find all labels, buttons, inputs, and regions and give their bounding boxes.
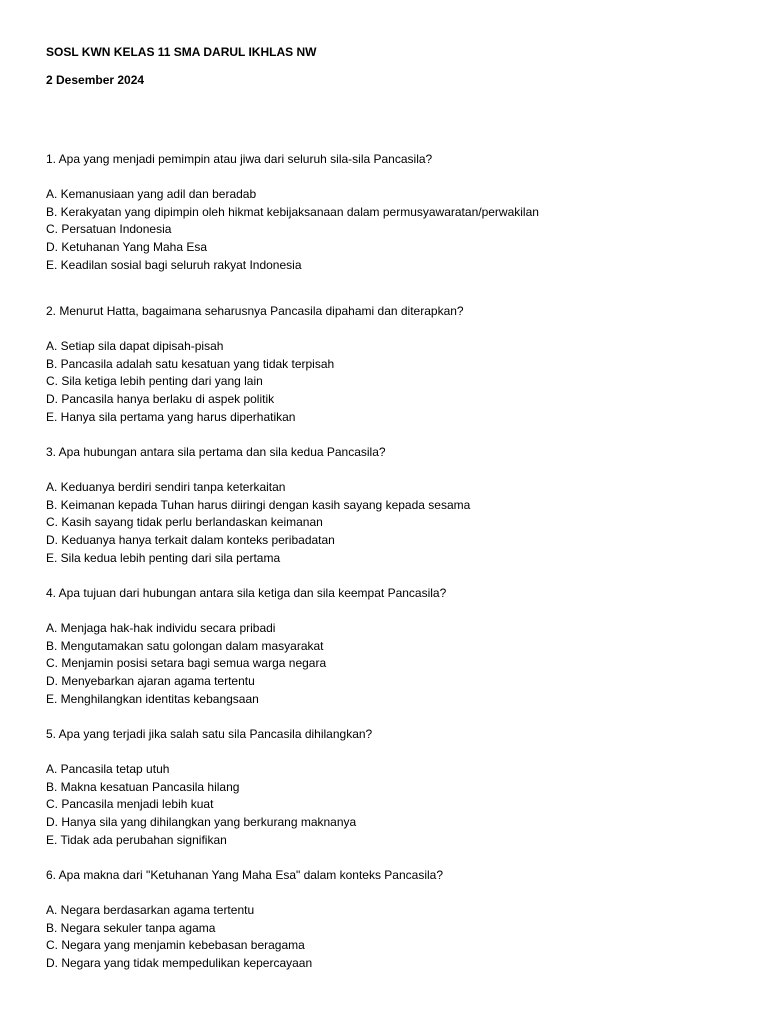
option-d: D. Ketuhanan Yang Maha Esa <box>46 239 208 254</box>
option-c: C. Persatuan Indonesia <box>46 222 172 237</box>
option-a: A. Menjaga hak-hak individu secara pribadi <box>46 621 276 636</box>
option-c: C. Menjamin posisi setara bagi semua warga negara <box>46 656 327 671</box>
option-list <box>46 186 539 274</box>
option-c: C. Negara yang menjamin kebebasan beragama <box>46 938 305 953</box>
option-a: A. Setiap sila dapat dipisah-pisah <box>46 339 224 354</box>
option-d: D. Keduanya hanya terkait dalam konteks peribadatan <box>46 532 335 547</box>
option-e: E. Menghilangkan identitas kebangsaan <box>46 691 259 706</box>
option-b: B. Pancasila adalah satu kesatuan yang tidak terpisah <box>46 356 335 371</box>
option-b: B. Kerakyatan yang dipimpin oleh hikmat kebijaksanaan dalam permusyawaratan/perwakilan <box>46 204 539 219</box>
option-a: A. Negara berdasarkan agama tertentu <box>46 903 255 918</box>
question-5 <box>46 726 372 849</box>
option-b: B. Keimanan kepada Tuhan harus diiringi dengan kasih sayang kepada sesama <box>46 497 471 512</box>
question-4 <box>46 585 446 708</box>
question-6 <box>46 867 443 973</box>
option-list <box>46 902 443 972</box>
question-text: 5. Apa yang terjadi jika salah satu sila Pancasila dihilangkan? <box>46 727 373 741</box>
option-c: C. Sila ketiga lebih penting dari yang lain <box>46 374 263 389</box>
option-d: D. Negara yang tidak mempedulikan kepercayaan <box>46 955 313 970</box>
option-e: E. Sila kedua lebih penting dari sila pertama <box>46 550 281 565</box>
option-a: A. Kemanusiaan yang adil dan beradab <box>46 187 257 202</box>
question-2 <box>46 303 464 426</box>
option-list <box>46 620 446 708</box>
document-title: SOSL KWN KELAS 11 SMA DARUL IKHLAS NW <box>46 45 317 59</box>
question-text: 1. Apa yang menjadi pemimpin atau jiwa dari seluruh sila-sila Pancasila? <box>46 152 433 166</box>
question-3 <box>46 444 470 567</box>
option-d: D. Menyebarkan ajaran agama tertentu <box>46 673 255 688</box>
document-date: 2 Desember 2024 <box>46 73 145 87</box>
option-e: E. Keadilan sosial bagi seluruh rakyat Indonesia <box>46 257 302 272</box>
option-d: D. Pancasila hanya berlaku di aspek politik <box>46 391 275 406</box>
question-text: 6. Apa makna dari "Ketuhanan Yang Maha Esa" dalam konteks Pancasila? <box>46 868 443 882</box>
option-b: B. Makna kesatuan Pancasila hilang <box>46 779 240 794</box>
option-b: B. Negara sekuler tanpa agama <box>46 920 216 935</box>
option-list <box>46 338 464 426</box>
question-text: 2. Menurut Hatta, bagaimana seharusnya Pancasila dipahami dan diterapkan? <box>46 304 464 318</box>
option-c: C. Pancasila menjadi lebih kuat <box>46 797 214 812</box>
option-a: A. Keduanya berdiri sendiri tanpa keterkaitan <box>46 480 286 495</box>
question-1 <box>46 151 539 274</box>
option-b: B. Mengutamakan satu golongan dalam masyarakat <box>46 638 324 653</box>
option-e: E. Tidak ada perubahan signifikan <box>46 832 227 847</box>
question-text: 3. Apa hubungan antara sila pertama dan sila kedua Pancasila? <box>46 445 386 459</box>
option-a: A. Pancasila tetap utuh <box>46 762 170 777</box>
option-e: E. Hanya sila pertama yang harus diperhatikan <box>46 409 296 424</box>
question-text: 4. Apa tujuan dari hubungan antara sila ketiga dan sila keempat Pancasila? <box>46 586 447 600</box>
option-c: C. Kasih sayang tidak perlu berlandaskan keimanan <box>46 515 323 530</box>
option-d: D. Hanya sila yang dihilangkan yang berkurang maknanya <box>46 814 357 829</box>
option-list <box>46 761 372 849</box>
option-list <box>46 479 470 567</box>
